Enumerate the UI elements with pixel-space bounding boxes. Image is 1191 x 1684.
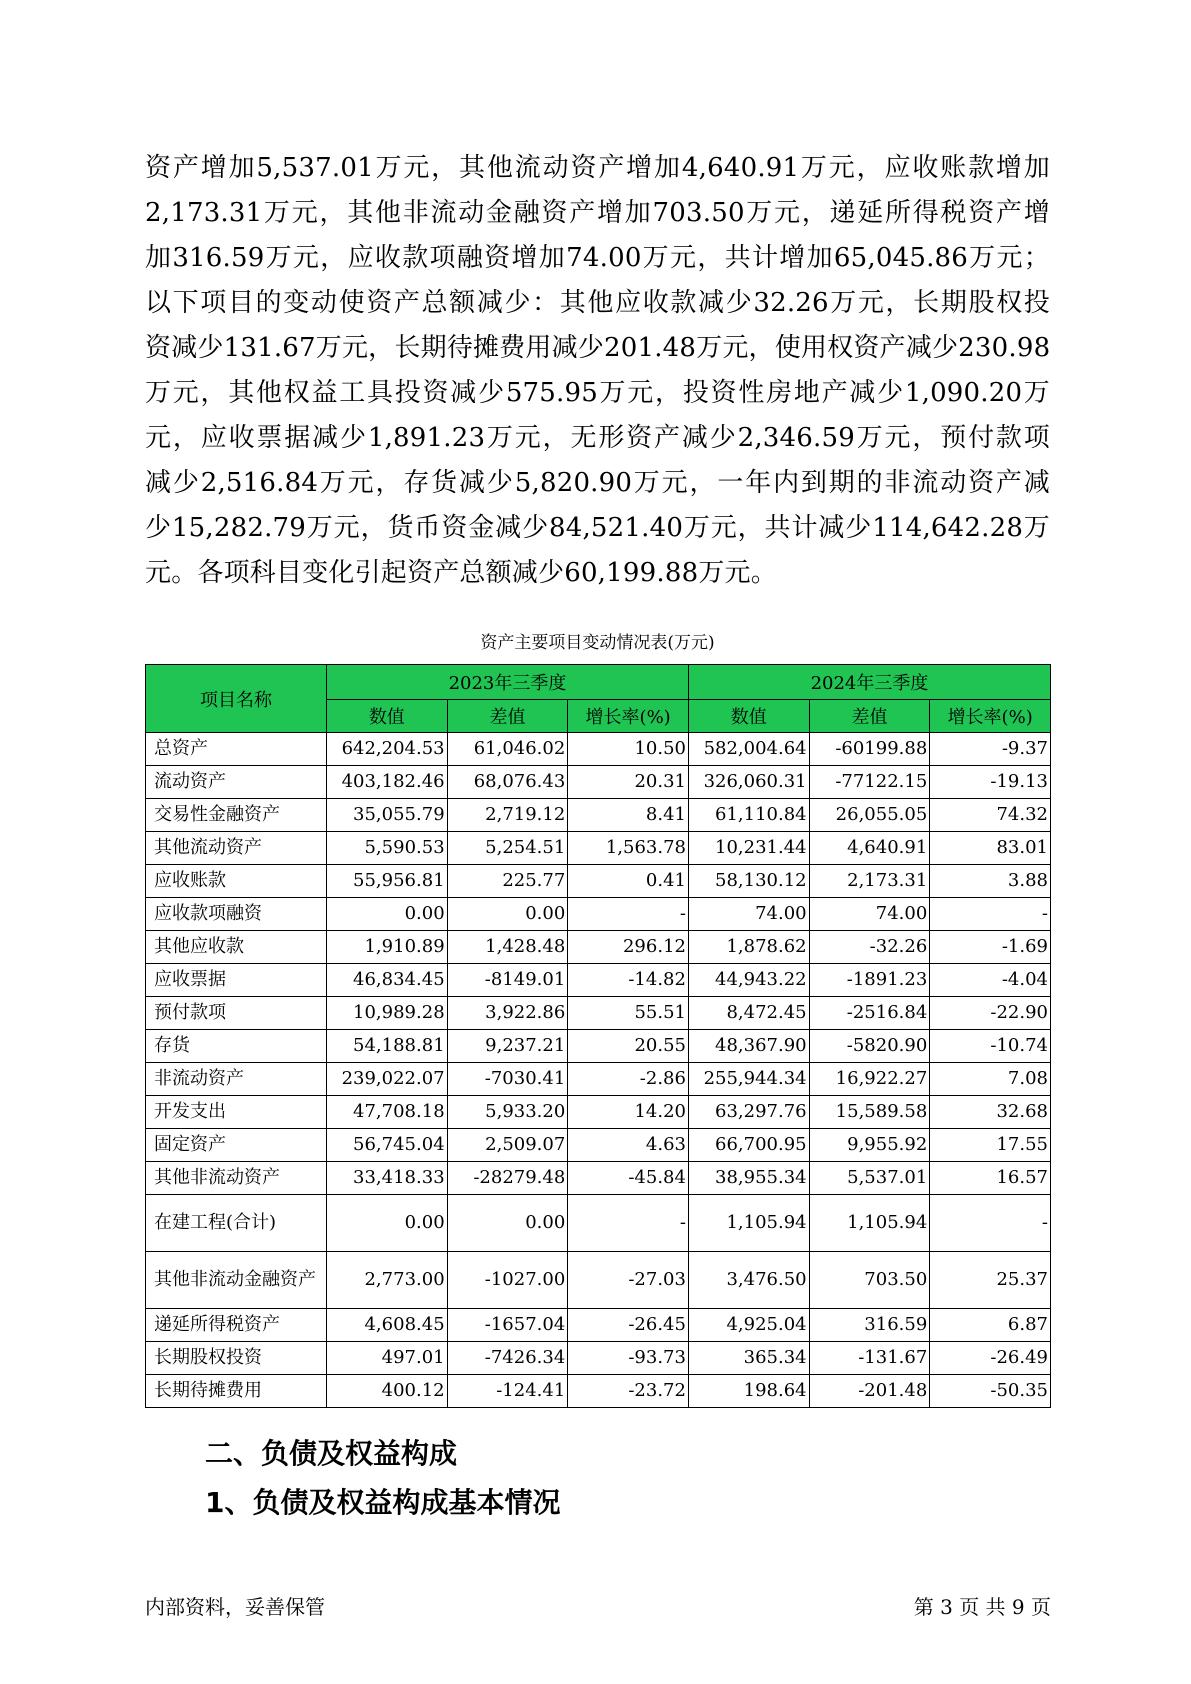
- table-row: [146, 1063, 1051, 1096]
- cell-item-name: 长期股权投资: [146, 1342, 327, 1375]
- cell-item-name: 长期待摊费用: [146, 1375, 327, 1408]
- cell-diff-2024: 15,589.58: [809, 1096, 930, 1129]
- cell-rate-2024: 74.32: [930, 799, 1051, 832]
- cell-diff-2023: 68,076.43: [447, 766, 568, 799]
- cell-item-name: 其他非流动资产: [146, 1162, 327, 1195]
- cell-rate-2023: 14.20: [568, 1096, 689, 1129]
- cell-rate-2024: 7.08: [930, 1063, 1051, 1096]
- cell-rate-2023: -93.73: [568, 1342, 689, 1375]
- cell-diff-2024: 1,105.94: [809, 1195, 930, 1252]
- cell-item-name: 递延所得税资产: [146, 1309, 327, 1342]
- cell-rate-2023: -14.82: [568, 964, 689, 997]
- paragraph-line: 元。各项科目变化引起资产总额减少60,199.88万元。: [145, 558, 777, 588]
- cell-rate-2024: 16.57: [930, 1162, 1051, 1195]
- cell-value-2024: 255,944.34: [688, 1063, 809, 1096]
- paragraph-line: 万元，其他权益工具投资减少575.95万元，投资性房地产减少1,090.20万: [145, 378, 1050, 408]
- cell-value-2023: 56,745.04: [326, 1129, 447, 1162]
- cell-diff-2024: 5,537.01: [809, 1162, 930, 1195]
- cell-rate-2024: 32.68: [930, 1096, 1051, 1129]
- cell-value-2023: 35,055.79: [326, 799, 447, 832]
- header-diff-2023: 差值: [447, 700, 568, 733]
- cell-value-2023: 54,188.81: [326, 1030, 447, 1063]
- cell-rate-2023: -26.45: [568, 1309, 689, 1342]
- cell-value-2023: 400.12: [326, 1375, 447, 1408]
- cell-item-name: 在建工程(合计): [146, 1195, 327, 1252]
- cell-item-name: 应收账款: [146, 865, 327, 898]
- cell-item-name: 应收款项融资: [146, 898, 327, 931]
- cell-diff-2023: 3,922.86: [447, 997, 568, 1030]
- cell-value-2023: 2,773.00: [326, 1252, 447, 1309]
- cell-value-2023: 5,590.53: [326, 832, 447, 865]
- cell-diff-2024: 9,955.92: [809, 1129, 930, 1162]
- cell-value-2024: 4,925.04: [688, 1309, 809, 1342]
- cell-value-2023: 0.00: [326, 898, 447, 931]
- cell-value-2024: 63,297.76: [688, 1096, 809, 1129]
- cell-rate-2024: -19.13: [930, 766, 1051, 799]
- cell-value-2024: 10,231.44: [688, 832, 809, 865]
- table-row: [146, 1030, 1051, 1063]
- cell-rate-2023: -23.72: [568, 1375, 689, 1408]
- table-row: [146, 964, 1051, 997]
- cell-rate-2023: 4.63: [568, 1129, 689, 1162]
- cell-diff-2024: 703.50: [809, 1252, 930, 1309]
- cell-diff-2024: 316.59: [809, 1309, 930, 1342]
- paragraph-line: 元，应收票据减少1,891.23万元，无形资产减少2,346.59万元，预付款项: [145, 423, 1050, 453]
- cell-rate-2024: 25.37: [930, 1252, 1051, 1309]
- cell-diff-2023: -28279.48: [447, 1162, 568, 1195]
- cell-diff-2023: 5,933.20: [447, 1096, 568, 1129]
- cell-diff-2023: 0.00: [447, 1195, 568, 1252]
- paragraph-line: 以下项目的变动使资产总额减少：其他应收款减少32.26万元，长期股权投: [145, 288, 1050, 318]
- cell-diff-2024: 74.00: [809, 898, 930, 931]
- cell-diff-2023: -7426.34: [447, 1342, 568, 1375]
- cell-rate-2023: -45.84: [568, 1162, 689, 1195]
- cell-diff-2023: 1,428.48: [447, 931, 568, 964]
- cell-value-2023: 33,418.33: [326, 1162, 447, 1195]
- paragraph-line: 减少2,516.84万元，存货减少5,820.90万元，一年内到期的非流动资产减: [145, 468, 1050, 498]
- cell-diff-2023: 61,046.02: [447, 733, 568, 766]
- cell-item-name: 预付款项: [146, 997, 327, 1030]
- cell-value-2024: 365.34: [688, 1342, 809, 1375]
- cell-diff-2024: -77122.15: [809, 766, 930, 799]
- cell-value-2024: 3,476.50: [688, 1252, 809, 1309]
- paragraph-line: 资减少131.67万元，长期待摊费用减少201.48万元，使用权资产减少230.98: [145, 333, 1051, 363]
- cell-value-2024: 48,367.90: [688, 1030, 809, 1063]
- cell-item-name: 非流动资产: [146, 1063, 327, 1096]
- cell-diff-2024: -2516.84: [809, 997, 930, 1030]
- cell-item-name: 流动资产: [146, 766, 327, 799]
- cell-diff-2024: -60199.88: [809, 733, 930, 766]
- cell-value-2023: 239,022.07: [326, 1063, 447, 1096]
- header-value-2024: 数值: [688, 700, 809, 733]
- cell-value-2024: 198.64: [688, 1375, 809, 1408]
- footer-confidential-note: 内部资料，妥善保管: [145, 1595, 325, 1619]
- table-row: [146, 766, 1051, 799]
- asset-change-table: [145, 664, 1051, 1408]
- cell-diff-2024: 26,055.05: [809, 799, 930, 832]
- table-row: [146, 898, 1051, 931]
- cell-rate-2024: -50.35: [930, 1375, 1051, 1408]
- table-row: [146, 1309, 1051, 1342]
- header-item-name: 项目名称: [146, 665, 327, 733]
- cell-value-2023: 46,834.45: [326, 964, 447, 997]
- cell-item-name: 固定资产: [146, 1129, 327, 1162]
- cell-rate-2023: -: [568, 1195, 689, 1252]
- paragraph-line: 少15,282.79万元，货币资金减少84,521.40万元，共计减少114,642.28万: [145, 513, 1050, 543]
- table-row: [146, 1129, 1051, 1162]
- table-caption: 资产主要项目变动情况表(万元): [480, 633, 715, 653]
- cell-diff-2024: 16,922.27: [809, 1063, 930, 1096]
- table-row: [146, 997, 1051, 1030]
- cell-rate-2024: -22.90: [930, 997, 1051, 1030]
- cell-diff-2023: 2,719.12: [447, 799, 568, 832]
- cell-rate-2023: -2.86: [568, 1063, 689, 1096]
- cell-diff-2023: -1027.00: [447, 1252, 568, 1309]
- cell-item-name: 其他非流动金融资产: [146, 1252, 327, 1309]
- cell-value-2024: 38,955.34: [688, 1162, 809, 1195]
- table-row: [146, 733, 1051, 766]
- cell-rate-2023: -: [568, 898, 689, 931]
- cell-value-2023: 4,608.45: [326, 1309, 447, 1342]
- header-rate-2023: 增长率(%): [568, 700, 689, 733]
- cell-rate-2023: 8.41: [568, 799, 689, 832]
- cell-diff-2023: 5,254.51: [447, 832, 568, 865]
- cell-value-2024: 58,130.12: [688, 865, 809, 898]
- cell-rate-2023: 1,563.78: [568, 832, 689, 865]
- paragraph-line: 资产增加5,537.01万元，其他流动资产增加4,640.91万元，应收账款增加: [145, 153, 1050, 183]
- cell-rate-2024: 83.01: [930, 832, 1051, 865]
- paragraph-line: 2,173.31万元，其他非流动金融资产增加703.50万元，递延所得税资产增: [145, 198, 1050, 228]
- table-row: [146, 1096, 1051, 1129]
- cell-value-2024: 66,700.95: [688, 1129, 809, 1162]
- table-row: [146, 1162, 1051, 1195]
- table-body: [146, 733, 1051, 1408]
- cell-item-name: 交易性金融资产: [146, 799, 327, 832]
- cell-item-name: 其他应收款: [146, 931, 327, 964]
- cell-diff-2023: -8149.01: [447, 964, 568, 997]
- cell-value-2023: 1,910.89: [326, 931, 447, 964]
- footer-page-number: 第 3 页 共 9 页: [913, 1595, 1051, 1619]
- header-period-2024: 2024年三季度: [688, 665, 1050, 700]
- body-paragraph: [145, 146, 1050, 596]
- cell-item-name: 应收票据: [146, 964, 327, 997]
- cell-rate-2023: -27.03: [568, 1252, 689, 1309]
- cell-value-2023: 497.01: [326, 1342, 447, 1375]
- cell-rate-2024: 17.55: [930, 1129, 1051, 1162]
- cell-value-2024: 1,105.94: [688, 1195, 809, 1252]
- cell-value-2023: 47,708.18: [326, 1096, 447, 1129]
- cell-diff-2023: -124.41: [447, 1375, 568, 1408]
- paragraph-line: 加316.59万元，应收款项融资增加74.00万元，共计增加65,045.86万元；: [145, 243, 1050, 273]
- table-row: [146, 1342, 1051, 1375]
- cell-value-2023: 10,989.28: [326, 997, 447, 1030]
- cell-rate-2024: -26.49: [930, 1342, 1051, 1375]
- cell-item-name: 开发支出: [146, 1096, 327, 1129]
- cell-rate-2023: 296.12: [568, 931, 689, 964]
- cell-diff-2023: -7030.41: [447, 1063, 568, 1096]
- subsection-heading: 1、负债及权益构成基本情况: [205, 1486, 561, 1519]
- cell-value-2023: 403,182.46: [326, 766, 447, 799]
- cell-rate-2023: 55.51: [568, 997, 689, 1030]
- table-row: [146, 832, 1051, 865]
- table-row: [146, 1252, 1051, 1309]
- cell-value-2024: 582,004.64: [688, 733, 809, 766]
- cell-rate-2024: -10.74: [930, 1030, 1051, 1063]
- cell-diff-2024: -201.48: [809, 1375, 930, 1408]
- cell-diff-2024: 4,640.91: [809, 832, 930, 865]
- cell-rate-2024: -: [930, 1195, 1051, 1252]
- header-period-2023: 2023年三季度: [326, 665, 688, 700]
- cell-rate-2024: 3.88: [930, 865, 1051, 898]
- cell-value-2023: 642,204.53: [326, 733, 447, 766]
- cell-rate-2024: -4.04: [930, 964, 1051, 997]
- cell-value-2024: 74.00: [688, 898, 809, 931]
- table-row: [146, 1375, 1051, 1408]
- cell-rate-2024: -: [930, 898, 1051, 931]
- cell-diff-2024: -1891.23: [809, 964, 930, 997]
- header-rate-2024: 增长率(%): [930, 700, 1051, 733]
- cell-value-2024: 44,943.22: [688, 964, 809, 997]
- cell-rate-2023: 10.50: [568, 733, 689, 766]
- cell-diff-2024: -131.67: [809, 1342, 930, 1375]
- cell-diff-2024: -5820.90: [809, 1030, 930, 1063]
- cell-diff-2023: 0.00: [447, 898, 568, 931]
- table-row: [146, 799, 1051, 832]
- table-row: [146, 865, 1051, 898]
- cell-rate-2023: 20.31: [568, 766, 689, 799]
- header-diff-2024: 差值: [809, 700, 930, 733]
- cell-rate-2023: 20.55: [568, 1030, 689, 1063]
- header-value-2023: 数值: [326, 700, 447, 733]
- cell-value-2024: 8,472.45: [688, 997, 809, 1030]
- cell-rate-2024: -9.37: [930, 733, 1051, 766]
- cell-item-name: 存货: [146, 1030, 327, 1063]
- cell-value-2024: 326,060.31: [688, 766, 809, 799]
- table-header-row-1: [146, 665, 1051, 700]
- cell-diff-2023: 9,237.21: [447, 1030, 568, 1063]
- section-heading: 二、负债及权益构成: [205, 1437, 458, 1470]
- cell-diff-2023: 225.77: [447, 865, 568, 898]
- cell-rate-2024: -1.69: [930, 931, 1051, 964]
- table-row: [146, 931, 1051, 964]
- cell-value-2024: 1,878.62: [688, 931, 809, 964]
- cell-rate-2024: 6.87: [930, 1309, 1051, 1342]
- cell-diff-2024: -32.26: [809, 931, 930, 964]
- cell-value-2024: 61,110.84: [688, 799, 809, 832]
- cell-diff-2024: 2,173.31: [809, 865, 930, 898]
- cell-diff-2023: 2,509.07: [447, 1129, 568, 1162]
- cell-value-2023: 55,956.81: [326, 865, 447, 898]
- cell-value-2023: 0.00: [326, 1195, 447, 1252]
- cell-item-name: 总资产: [146, 733, 327, 766]
- table-row: [146, 1195, 1051, 1252]
- cell-item-name: 其他流动资产: [146, 832, 327, 865]
- cell-rate-2023: 0.41: [568, 865, 689, 898]
- cell-diff-2023: -1657.04: [447, 1309, 568, 1342]
